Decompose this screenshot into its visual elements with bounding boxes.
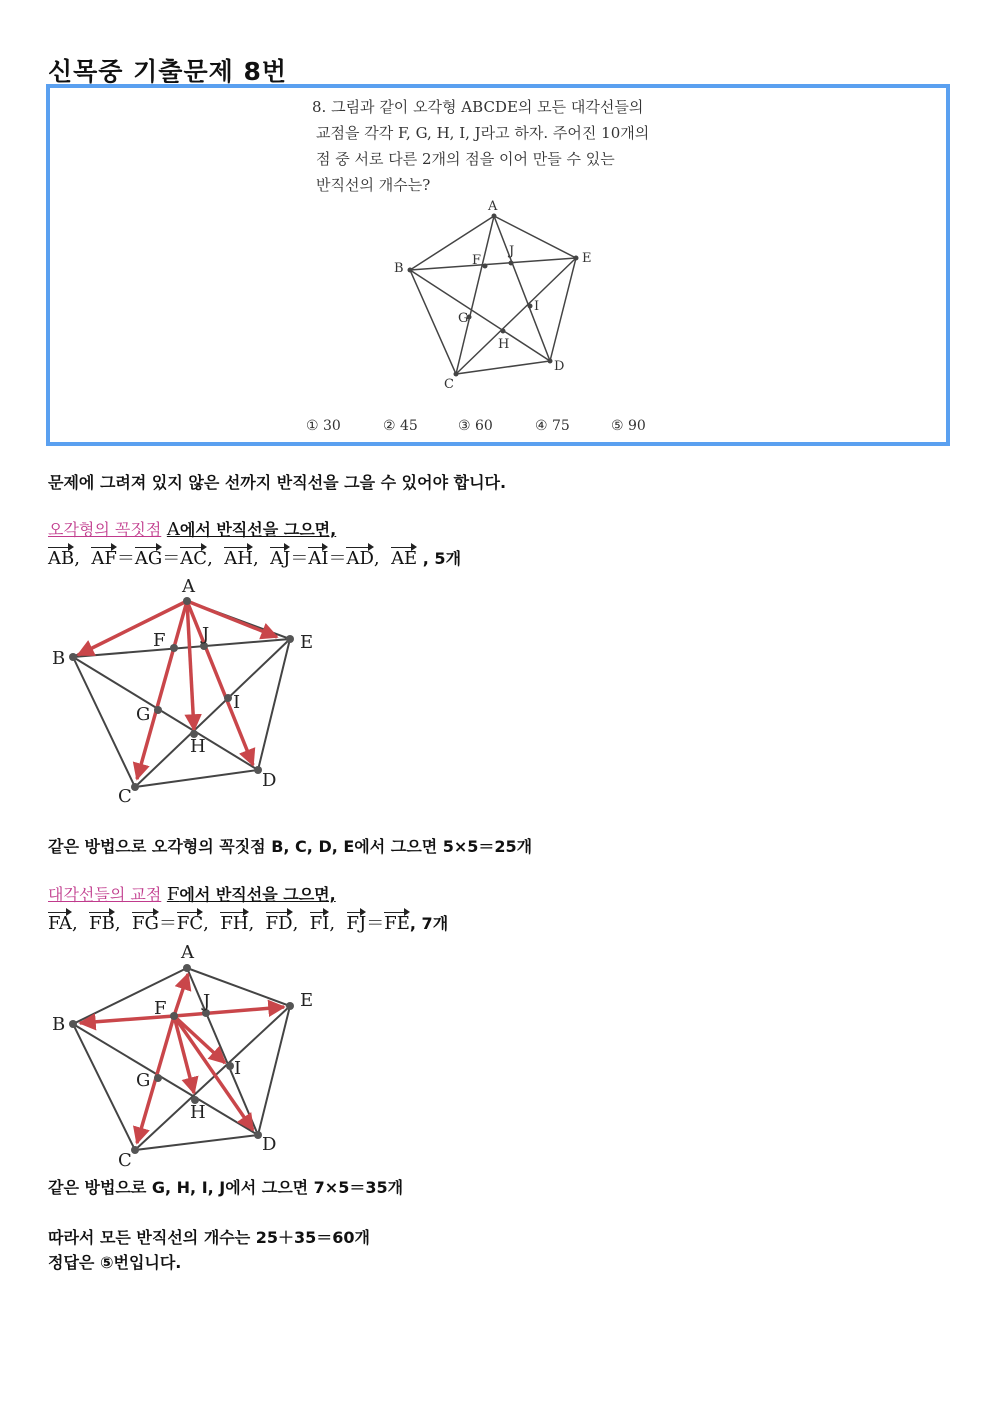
ray: FG (132, 913, 159, 934)
problem-pentagon-diagram (380, 200, 620, 390)
point-label-b: B (52, 648, 66, 669)
diagram-rays-from-a (40, 572, 340, 812)
problem-box (46, 84, 950, 446)
ray: AF (91, 548, 117, 569)
ray: AI (308, 548, 329, 569)
ray: FH (220, 913, 249, 934)
ray: AG (134, 548, 163, 569)
point-label-a: A (182, 576, 195, 597)
choice-4: ④ 75 (535, 418, 570, 434)
ray: AB (48, 548, 75, 569)
ray: AH (224, 548, 253, 569)
section2-rays: FA, FB, FG＝FC, FH, FD, FI, FJ＝FE, 7개 (48, 913, 449, 934)
point-label-h: H (190, 1102, 206, 1123)
ray: FA (48, 913, 72, 934)
section1-summary: 같은 방법으로 오각형의 꼭짓점 B, C, D, E에서 그으면 5×5＝25개 (48, 837, 533, 856)
page-title: 신목중 기출문제 8번 (48, 57, 288, 86)
problem-line: 8. 그림과 같이 오각형 ABCDE의 모든 대각선들의 (312, 98, 644, 116)
section2-summary: 같은 방법으로 G, H, I, J에서 그으면 7×5＝35개 (48, 1178, 404, 1197)
choice-5: ⑤ 90 (611, 418, 646, 434)
answer-text: 정답은 ⑤번입니다. (48, 1253, 182, 1272)
ray: AJ (270, 548, 291, 569)
intro-text: 문제에 그려져 있지 않은 선까지 반직선을 그을 수 있어야 합니다. (48, 473, 507, 492)
point-label-i: I (233, 692, 241, 713)
section2-heading-pink: 대각선들의 교점 (48, 885, 162, 904)
point-label-d: D (262, 770, 277, 791)
section1-heading (48, 517, 336, 540)
choice-3: ③ 60 (458, 418, 493, 434)
choice-1: ① 30 (306, 418, 341, 434)
point-label-a: A (181, 942, 194, 963)
section2-count: , 7개 (409, 914, 449, 933)
point-label-d: D (262, 1134, 277, 1155)
diagram-rays-from-f (40, 938, 340, 1170)
conclusion-text: 따라서 모든 반직선의 개수는 25＋35＝60개 (48, 1228, 371, 1247)
problem-line: 점 중 서로 다른 2개의 점을 이어 만들 수 있는 (316, 150, 615, 168)
ray: FI (309, 913, 330, 934)
choice-2: ② 45 (383, 418, 418, 434)
section2-heading-point: F (166, 884, 180, 905)
point-label-j: J (202, 624, 210, 645)
point-label-e: E (582, 251, 592, 266)
ray: FC (176, 913, 204, 934)
point-label-c: C (118, 786, 132, 807)
point-label-j: J (203, 991, 211, 1012)
section1-rays: AB, AF＝AG＝AC, AH, AJ＝AI＝AD, AE , 5개 (48, 548, 462, 569)
ray: FB (89, 913, 115, 934)
ray: AC (180, 548, 208, 569)
point-label-g: G (458, 311, 469, 326)
point-label-h: H (498, 337, 510, 352)
point-label-e: E (300, 632, 314, 653)
point-label-d: D (554, 359, 565, 374)
point-label-f: F (153, 630, 166, 651)
problem-line: 반직선의 개수는? (316, 176, 431, 194)
section1-heading-rest: 에서 반직선을 그으면, (179, 520, 337, 539)
ray: FJ (346, 913, 367, 934)
point-label-e: E (300, 990, 314, 1011)
point-label-c: C (118, 1150, 132, 1170)
section1-heading-point: A (166, 519, 180, 540)
point-label-f: F (154, 998, 167, 1019)
section1-heading-pink: 오각형의 꼭짓점 (48, 520, 162, 539)
point-label-j: J (509, 244, 515, 259)
ray: FD (265, 913, 293, 934)
point-label-b: B (52, 1014, 66, 1035)
section2-heading (48, 882, 336, 905)
ray: FE (384, 913, 410, 934)
point-label-c: C (444, 377, 454, 390)
problem-line: 교점을 각각 F, G, H, I, J라고 하자. 주어진 10개의 (316, 124, 650, 142)
point-label-a: A (488, 200, 498, 214)
section2-heading-rest: 에서 반직선을 그으면, (179, 885, 336, 904)
point-label-b: B (394, 261, 404, 276)
ray: AE (391, 548, 418, 569)
point-label-g: G (136, 1070, 151, 1091)
section1-count: , 5개 (422, 549, 462, 568)
point-label-g: G (136, 704, 151, 725)
point-label-i: I (234, 1058, 242, 1079)
point-label-h: H (190, 736, 206, 757)
point-label-i: I (534, 299, 540, 314)
point-label-f: F (472, 253, 482, 268)
ray: AD (346, 548, 374, 569)
